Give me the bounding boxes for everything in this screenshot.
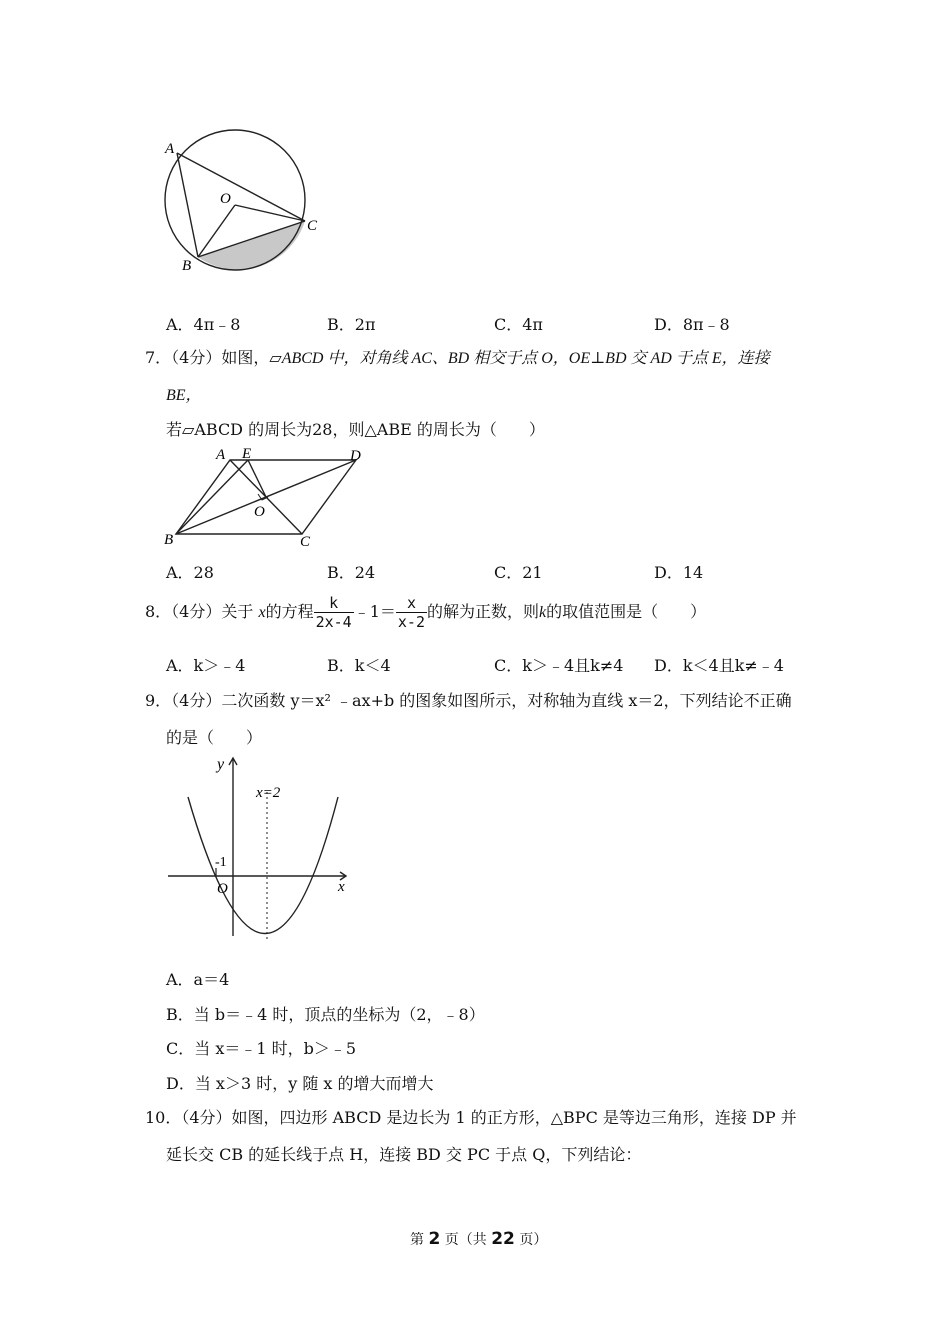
q7-line3-pre: 若 <box>166 420 183 439</box>
q9-line1: 9．（4分）二次函数 y＝x² ﹣ax+b 的图象如图所示，对称轴为直线 x＝2，下列结论不正确 <box>145 691 792 710</box>
q8-option-d: D．k＜4且k≠﹣4 <box>654 656 784 675</box>
page-footer <box>410 1229 547 1249</box>
q9-option-b: B．当 b＝﹣4 时，顶点的坐标为（2，﹣8） <box>166 1005 485 1024</box>
fraction-x-over-x-2: $\frac{x}{x-2}$ <box>397 594 425 631</box>
label-A: A <box>216 447 226 463</box>
label-A: A <box>165 141 175 157</box>
q7-head: 7．（4分）如图， <box>145 348 270 367</box>
q7-line2: BE， <box>166 387 202 404</box>
q8-tail2: 的取值范围是（ ） <box>546 602 707 621</box>
parallelogram-icon: ▱ <box>182 420 195 439</box>
label-x-eq-2: x=2 <box>256 785 281 801</box>
q6-option-a: A．4π﹣8 <box>166 315 241 334</box>
q7-body: ABCD 中，对角线 AC、BD 相交于点 O，OE⊥BD 交 AD 于点 E，连接 <box>281 350 770 367</box>
label-E: E <box>242 446 252 462</box>
label-B: B <box>164 532 174 548</box>
page-total: 22 <box>491 1229 515 1249</box>
q8-line <box>145 594 706 631</box>
q9-parabola-figure <box>160 750 360 950</box>
q7-option-b: B．24 <box>327 563 376 582</box>
q7-parallelogram-figure <box>158 442 378 552</box>
q8-option-a: A．k＞﹣4 <box>166 656 246 675</box>
label-O: O <box>220 191 231 207</box>
q9-option-d: D．当 x＞3 时，y 随 x 的增大而增大 <box>166 1074 434 1093</box>
label-O: O <box>254 504 265 520</box>
label-C: C <box>300 534 311 550</box>
label-D: D <box>350 448 361 464</box>
q9-line2: 的是（ ） <box>166 728 263 747</box>
footer-mid: 页（共 <box>444 1232 487 1248</box>
page-number: 2 <box>428 1229 441 1249</box>
q10-line2: 延长交 CB 的延长线于点 H，连接 BD 交 PC 于点 Q，下列结论： <box>166 1145 642 1164</box>
q6-option-c: C．4π <box>494 315 543 334</box>
q7-line3-post: ABCD 的周长为28，则△ABE 的周长为（ ） <box>194 420 545 439</box>
q9-option-c: C．当 x＝﹣1 时，b＞﹣5 <box>166 1039 357 1058</box>
q6-option-d: D．8π﹣8 <box>654 315 730 334</box>
q10-line1: 10．（4分）如图，四边形 ABCD 是边长为 1 的正方形，△BPC 是等边三角形，连接 DP 并 <box>145 1108 797 1127</box>
q8-mid: 的方程 <box>265 602 314 621</box>
q8-option-b: B．k＜4 <box>327 656 391 675</box>
q8-option-c: C．k＞﹣4且k≠4 <box>494 656 624 675</box>
label-C: C <box>307 218 318 234</box>
label-y: y <box>217 756 225 773</box>
q6-circle-figure <box>150 115 340 280</box>
q8-var-k: k <box>539 604 547 621</box>
q9-option-a: A．a＝4 <box>166 970 230 989</box>
q6-option-b: B．2π <box>327 315 376 334</box>
label-O: O <box>217 881 228 897</box>
q7-option-c: C．21 <box>494 563 543 582</box>
q8-var-x: x <box>258 604 266 621</box>
q8-tail: 的解为正数，则 <box>427 602 540 621</box>
q7-option-d: D．14 <box>654 563 704 582</box>
label-minus-1: -1 <box>215 855 227 870</box>
label-B: B <box>182 258 192 274</box>
parabola-curve <box>188 797 338 934</box>
q7-line1 <box>145 345 770 368</box>
q8-minus-one: ﹣1＝ <box>353 602 396 621</box>
footer-pre: 第 <box>410 1232 424 1248</box>
q7-line3 <box>166 417 545 440</box>
q8-head: 8．（4分）关于 <box>145 602 254 621</box>
parallelogram-icon: ▱ <box>269 348 282 367</box>
footer-post: 页） <box>519 1232 548 1248</box>
label-x: x <box>338 879 345 895</box>
q7-option-a: A．28 <box>166 563 214 582</box>
fraction-k-over-2x-4: $\frac{k}{2x-4}$ <box>315 594 352 631</box>
